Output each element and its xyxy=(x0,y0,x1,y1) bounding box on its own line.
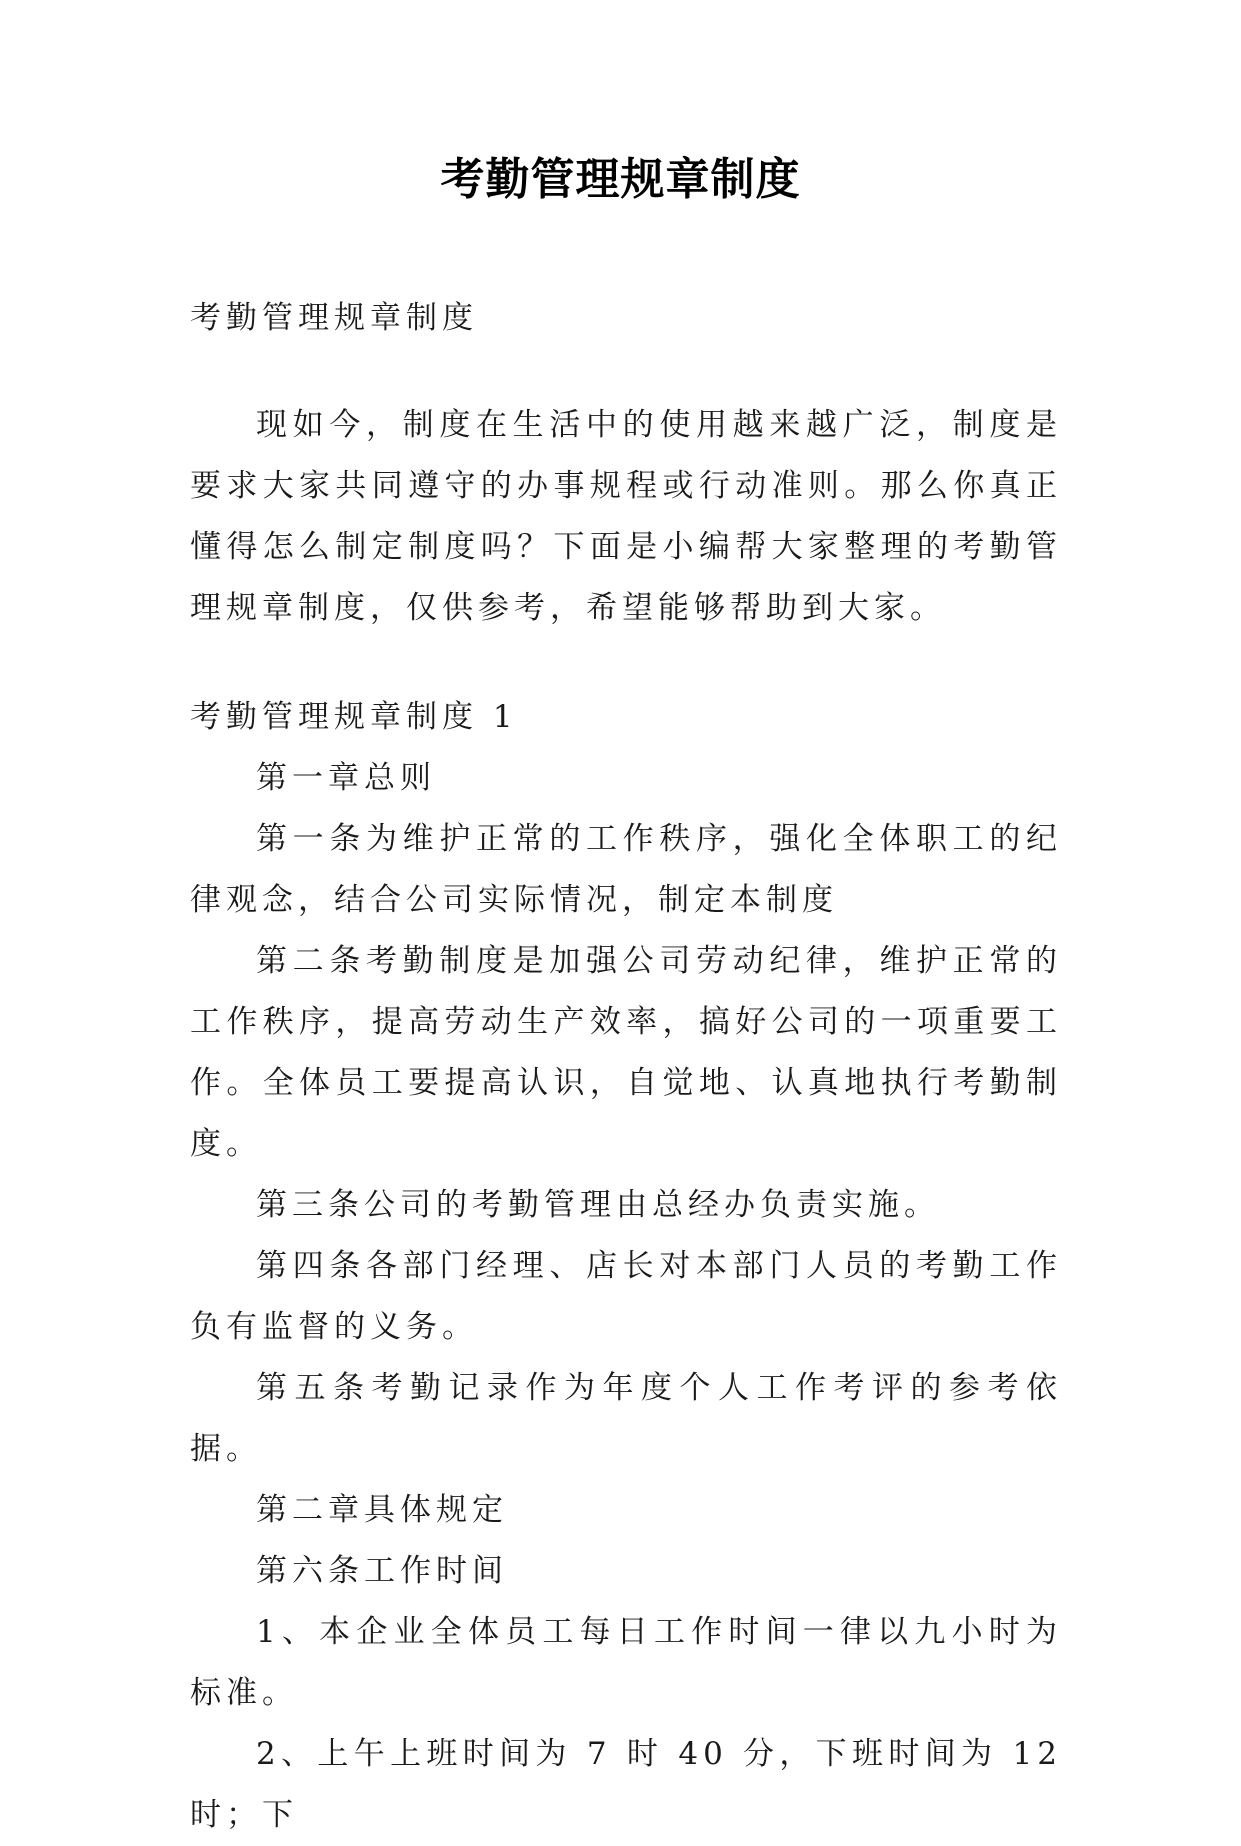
section-heading: 考勤管理规章制度 1 xyxy=(190,699,518,735)
article-paragraph: 第二条考勤制度是加强公司劳动纪律，维护正常的工作秩序，提高劳动生产效率，搞好公司的一项重要工作。全体员工要提高认识，自觉地、认真地执行考勤制度。 xyxy=(190,943,1062,1162)
article-paragraph: 第三条公司的考勤管理由总经办负责实施。 xyxy=(256,1187,940,1223)
chapter-heading: 第二章具体规定 xyxy=(256,1492,508,1528)
article-paragraph: 第四条各部门经理、店长对本部门人员的考勤工作负有监督的义务。 xyxy=(190,1248,1062,1345)
article-paragraph: 第六条工作时间 xyxy=(256,1553,508,1589)
document-body xyxy=(190,288,1062,1846)
article-paragraph: 第一条为维护正常的工作秩序，强化全体职工的纪律观念，结合公司实际情况，制定本制度 xyxy=(190,821,1062,918)
article-paragraph: 第五条考勤记录作为年度个人工作考评的参考依据。 xyxy=(190,1370,1062,1467)
intro-paragraph: 现如今，制度在生活中的使用越来越广泛，制度是要求大家共同遵守的办事规程或行动准则。那么你真正懂得怎么制定制度吗？下面是小编帮大家整理的考勤管理规章制度，仅供参考，希望能够帮助到大家。 xyxy=(190,407,1062,626)
list-item: 1、本企业全体员工每日工作时间一律以九小时为标准。 xyxy=(190,1614,1062,1711)
chapter-heading: 第一章总则 xyxy=(256,760,436,796)
document-title: 考勤管理规章制度 xyxy=(440,154,801,205)
list-item: 2、上午上班时间为 7 时 40 分，下班时间为 12 时；下 xyxy=(190,1736,1062,1833)
document-subtitle: 考勤管理规章制度 xyxy=(190,300,478,336)
